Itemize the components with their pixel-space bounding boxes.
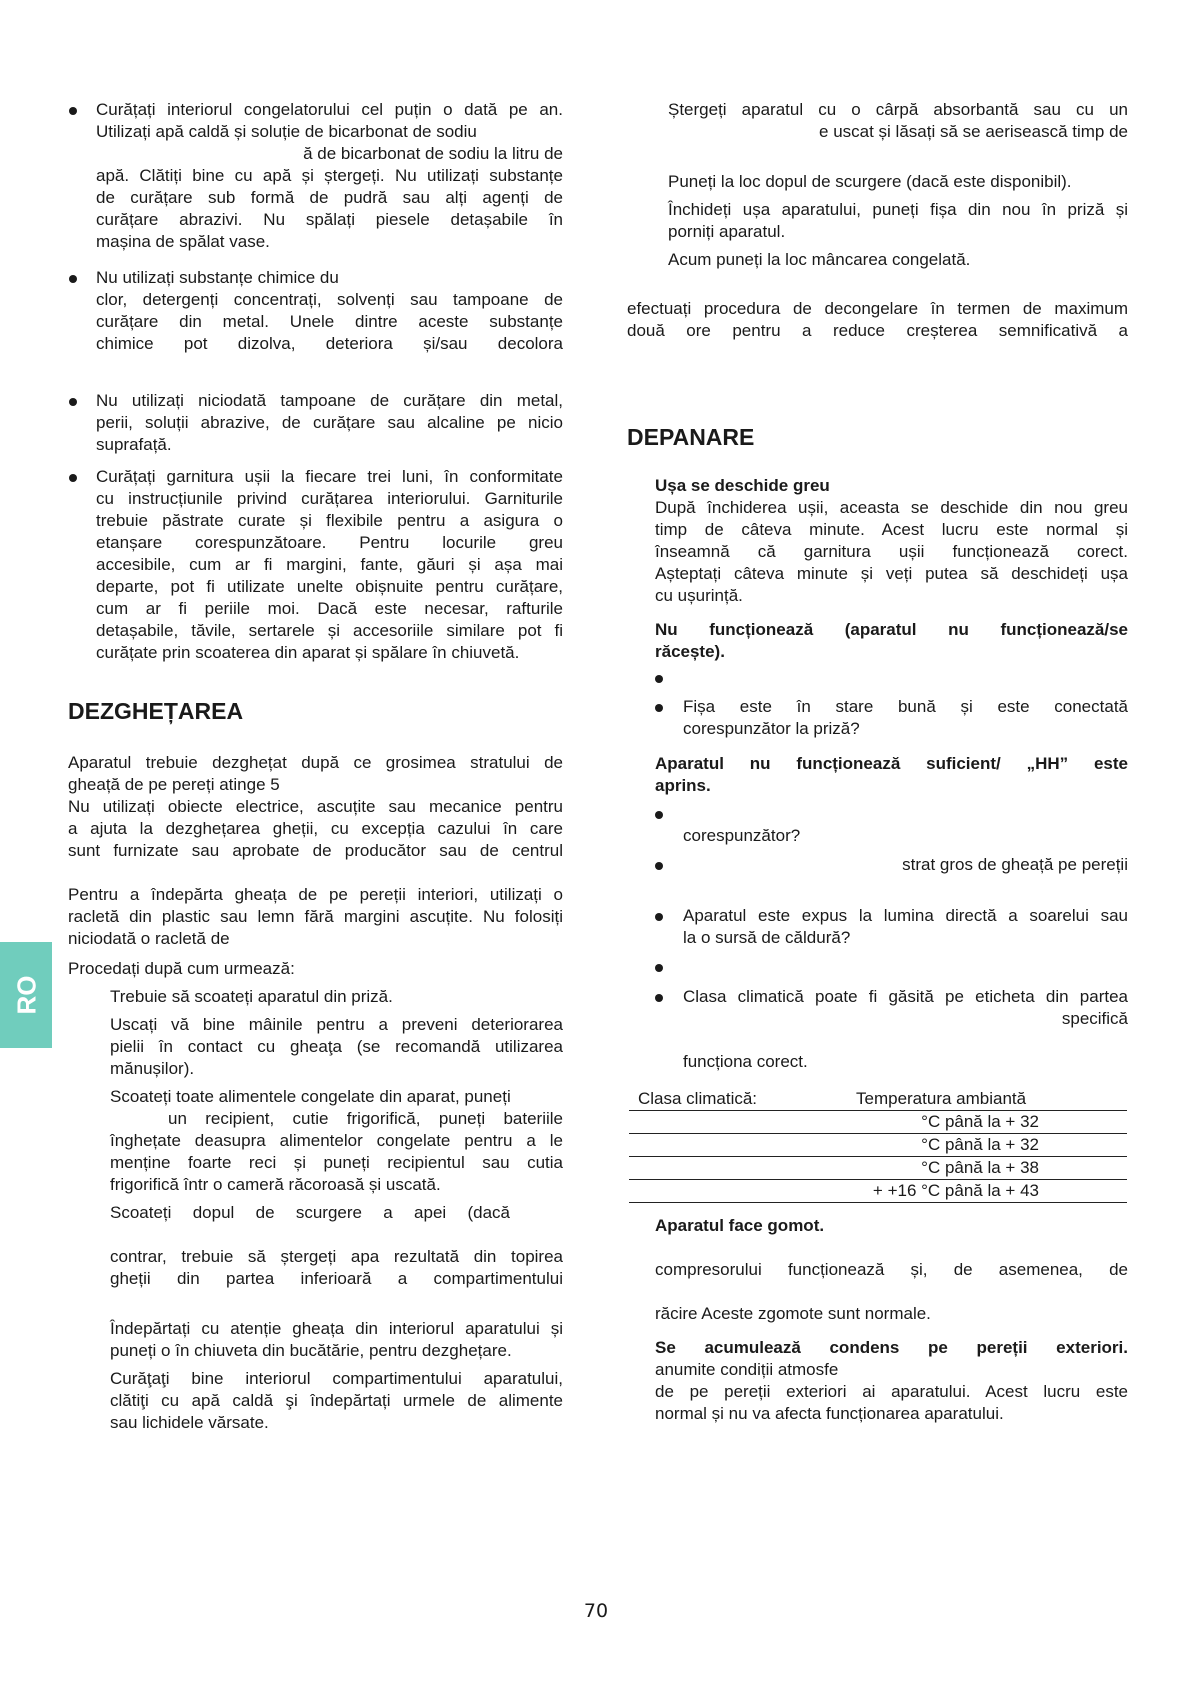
text-line: chimice pot dizolva, deteriora și/sau decolora <box>96 334 563 353</box>
text-line: Îndepărtați cu atenție gheața din interiorul aparatului și <box>110 1319 563 1338</box>
text-line: două ore pentru a reduce creșterea semnificativă a <box>627 321 1128 340</box>
defrost-step-9 <box>668 199 1128 243</box>
defrost-step-10 <box>668 249 1128 271</box>
defrost-step-1 <box>110 986 563 1008</box>
text-line: cu instrucțiunile privind curățarea interiorului. Garniturile <box>96 489 563 508</box>
check-plug <box>683 696 1128 740</box>
text-line: de pe pereții exteriori ai aparatului. Acest lucru este <box>655 1382 1128 1401</box>
climate-table-header <box>638 1088 1128 1110</box>
text-line: suprafață. <box>96 435 172 454</box>
text-line: perii, soluții abrazive, de curățare sau alcaline pe nicio <box>96 413 563 432</box>
table-cell: + +16 °C până la + 43 <box>872 1181 1039 1200</box>
text-line: puneți o în chiuveta din bucătărie, pentru dezghețare. <box>110 1341 512 1360</box>
text-line: contrar, trebuie să ștergeți apa rezultată din topirea <box>110 1247 563 1266</box>
text-line: clătiţi cu apă caldă şi îndepărtați urmele de alimente <box>110 1391 563 1410</box>
text-line: compresorului funcționează și, de asemenea, de <box>655 1260 1128 1279</box>
text-line: a ajuta la dezghețarea gheții, cu excepția cazului în care <box>68 819 563 838</box>
defrost-step-3 <box>110 1086 563 1196</box>
defrost-paragraph-1 <box>68 752 563 862</box>
text-line: accesibile, cum ar fi margini, fante, găuri și așa mai <box>96 555 563 574</box>
text-line: porniți aparatul. <box>668 222 786 241</box>
text-line: corespunzător la priză? <box>683 719 860 738</box>
section-heading-troubleshooting: DEPANARE <box>627 424 755 450</box>
text-line: Nu utilizați niciodată tampoane de curățare din metal, <box>96 391 563 410</box>
text-line: Utilizați apă caldă și soluție de bicarbonat de sodiu <box>96 122 477 141</box>
text-line: Închideți ușa aparatului, puneți fișa din nou în priză și <box>668 200 1128 219</box>
text-line: specifică <box>1061 1009 1128 1028</box>
text-line: gheții din partea inferioară a compartimentului <box>110 1269 563 1288</box>
text-line: Scoateți toate alimentele congelate din aparat, puneți <box>110 1087 511 1106</box>
text-line: racletă din plastic sau lemn fără margini ascuțite. Nu folosiți <box>68 907 563 926</box>
defrost-step-5 <box>110 1318 563 1362</box>
text-line: curățate prin scoaterea din aparat și spălare în chiuvetă. <box>96 643 520 662</box>
table-cell: °C până la + 32 <box>921 1135 1039 1154</box>
text-line: gheață de pe pereți atinge 5 <box>68 775 280 794</box>
bullet-icon <box>655 913 663 921</box>
table-row <box>629 1134 1039 1156</box>
text-line: Curățați interiorul congelatorului cel puțin o dată pe an. <box>96 100 563 119</box>
text-line: curățare din metal. Unele dintre aceste substanțe <box>96 312 563 331</box>
text-line: apă. Clătiți bine cu apă și ștergeți. Nu utilizați substanțe <box>96 166 563 185</box>
text-line: de curățare sub formă de pudră sau alți agenți de <box>96 188 563 207</box>
defrost-step-8 <box>668 171 1128 193</box>
text-line: frigorifică într o cameră răcoroasă și uscată. <box>110 1175 441 1194</box>
issue-noise <box>655 1215 1128 1237</box>
text-line: Aparatul este expus la lumina directă a soarelui sau <box>683 906 1128 925</box>
bullet-icon <box>655 704 663 712</box>
check-climate-class <box>683 986 1128 1030</box>
bullet-icon <box>655 675 663 683</box>
text-line: Nu utilizați substanțe chimice du <box>96 268 339 287</box>
text-line: Clasa climatică poate fi găsită pe eticheta din partea <box>683 987 1128 1006</box>
text-line: la o sursă de căldură? <box>683 928 851 947</box>
check-ice-layer <box>683 854 1128 876</box>
text-line: funcționa corect. <box>683 1052 808 1071</box>
page-number: 70 <box>583 1600 609 1622</box>
bullet-icon <box>69 474 77 482</box>
text-line: mănușilor). <box>110 1059 195 1078</box>
defrost-step-2 <box>110 1014 563 1080</box>
issue-title: Nu funcționează (aparatul nu funcționează/se <box>655 620 1128 639</box>
text-line: mașina de spălat vase. <box>96 232 270 251</box>
issue-title: Se acumulează condens pe pereții exteriori. <box>655 1338 1128 1357</box>
defrost-step-7 <box>668 99 1128 143</box>
text-line: pielii în contact cu gheaţa (se recomandă utilizarea <box>110 1037 563 1056</box>
defrost-intro <box>68 958 563 980</box>
bullet-icon <box>69 275 77 283</box>
text-line: un recipient, cutie frigorifică, puneți bateriile <box>168 1109 563 1128</box>
text-line: Curăţaţi bine interiorul compartimentului aparatului, <box>110 1369 563 1388</box>
table-header-temperature: Temperatura ambiantă <box>856 1089 1027 1108</box>
issue-title: răcește). <box>655 642 725 661</box>
text-line: Așteptați câteva minute și veți putea să deschideți ușa <box>655 564 1128 583</box>
text-line: cu ușurință. <box>655 586 743 605</box>
section-heading-defrost: DEZGHEȚAREA <box>68 698 244 724</box>
bullet-icon <box>655 994 663 1002</box>
text-line: sau lichidele vărsate. <box>110 1413 269 1432</box>
defrost-step-4-continued <box>110 1246 563 1290</box>
issue-condensation <box>655 1337 1128 1425</box>
text-line: menține foarte reci și puneți recipientul sau cutia <box>110 1153 563 1172</box>
text-line: După închiderea ușii, aceasta se deschide din nou greu <box>655 498 1128 517</box>
text-line: Uscați vă bine mâinile pentru a preveni deteriorarea <box>110 1015 563 1034</box>
table-rule <box>629 1202 1127 1203</box>
defrost-note <box>627 298 1128 342</box>
text-line: Curățați garnitura ușii la fiecare trei luni, în conformitate <box>96 467 563 486</box>
text-line: anumite condiții atmosfe <box>655 1360 839 1379</box>
cleaning-bullet-3 <box>96 390 563 456</box>
noise-text-1 <box>655 1259 1128 1281</box>
issue-title: Ușa se deschide greu <box>655 476 830 495</box>
text-line: niciodată o racletă de <box>68 929 230 948</box>
table-row <box>629 1157 1039 1179</box>
text-line: trebuie păstrate curate și flexibile pentru a asigura o <box>96 511 563 530</box>
issue-title: Aparatul face gomot. <box>655 1216 825 1235</box>
defrost-step-4 <box>110 1202 510 1224</box>
text-line: Puneți la loc dopul de scurgere (dacă este disponibil). <box>668 172 1072 191</box>
text-line: clor, detergenți concentrați, solvenți sau tampoane de <box>96 290 563 309</box>
text-line: Scoateți dopul de scurgere a apei (dacă <box>110 1203 510 1222</box>
text-line: Fișa este în stare bună și este conectată <box>683 697 1128 716</box>
text-line: Ștergeți aparatul cu o cârpă absorbantă sau cu un <box>668 100 1128 119</box>
bullet-icon <box>655 811 663 819</box>
text-line: departe, pot fi utilizate unelte obișnuite pentru curățare, <box>96 577 563 596</box>
table-header-class: Clasa climatică: <box>638 1089 758 1108</box>
issue-not-working-title <box>655 619 1128 663</box>
language-tab-label: RO <box>11 975 41 1015</box>
issue-insufficient-title <box>655 753 1128 797</box>
text-line: corespunzător? <box>683 826 801 845</box>
cleaning-bullet-2 <box>96 267 563 355</box>
defrost-paragraph-2 <box>68 884 563 950</box>
text-line: Procedați după cum urmează: <box>68 959 295 978</box>
text-line: Nu utilizați obiecte electrice, ascuțite sau mecanice pentru <box>68 797 563 816</box>
text-line: cum ar fi periile moi. Dacă este necesar, rafturile <box>96 599 563 618</box>
text-line: strat gros de gheață pe pereții <box>902 855 1128 874</box>
text-line: Aparatul trebuie dezghețat după ce grosimea stratului de <box>68 753 563 772</box>
bullet-icon <box>69 107 77 115</box>
text-line: Pentru a îndepărta gheața de pe pereții interiori, utilizați o <box>68 885 563 904</box>
issue-door-hard-to-open <box>655 475 1128 607</box>
text-line: timp de câteva minute. Acest lucru este normal și <box>655 520 1128 539</box>
text-line: Trebuie să scoateți aparatul din priză. <box>110 987 393 1006</box>
defrost-step-6 <box>110 1368 563 1434</box>
cleaning-bullet-4 <box>96 466 563 664</box>
table-row <box>629 1111 1039 1133</box>
text-line: detașabile, tăvile, sertarele și accesoriile similare pot fi <box>96 621 563 640</box>
text-line: normal și nu va afecta funcționarea aparatului. <box>655 1404 1004 1423</box>
text-line: sunt furnizate sau aprobate de producător sau de centrul <box>68 841 563 860</box>
issue-title: Aparatul nu funcționează suficient/ „HH” este <box>655 754 1128 773</box>
check-sunlight <box>683 905 1128 949</box>
issue-title: aprins. <box>655 776 711 795</box>
text-line: efectuați procedura de decongelare în termen de maximum <box>627 299 1128 318</box>
text-line: ă de bicarbonat de sodiu la litru de <box>303 144 563 163</box>
language-tab-ro <box>0 942 52 1048</box>
text-line: etanșare corespunzătoare. Pentru locurile greu <box>96 533 563 552</box>
noise-text-2 <box>655 1303 1128 1325</box>
text-line: curățare abrazivi. Nu spălați piesele detașabile în <box>96 210 563 229</box>
check-setting <box>683 825 1128 847</box>
bullet-icon <box>69 398 77 406</box>
table-cell: °C până la + 32 <box>921 1112 1039 1131</box>
bullet-icon <box>655 964 663 972</box>
table-row <box>629 1180 1039 1202</box>
table-cell: °C până la + 38 <box>921 1158 1039 1177</box>
text-line: e uscat și lăsați să se aerisească timp de <box>819 122 1128 141</box>
text-line: răcire Aceste zgomote sunt normale. <box>655 1304 931 1323</box>
text-line: Acum puneți la loc mâncarea congelată. <box>668 250 971 269</box>
bullet-icon <box>655 862 663 870</box>
climate-class-after <box>683 1051 1128 1073</box>
cleaning-bullet-1 <box>96 99 563 253</box>
text-line: înseamnă că garnitura ușii funcționează corect. <box>655 542 1128 561</box>
text-line: înghețate deasupra alimentelor congelate pentru a le <box>110 1131 563 1150</box>
